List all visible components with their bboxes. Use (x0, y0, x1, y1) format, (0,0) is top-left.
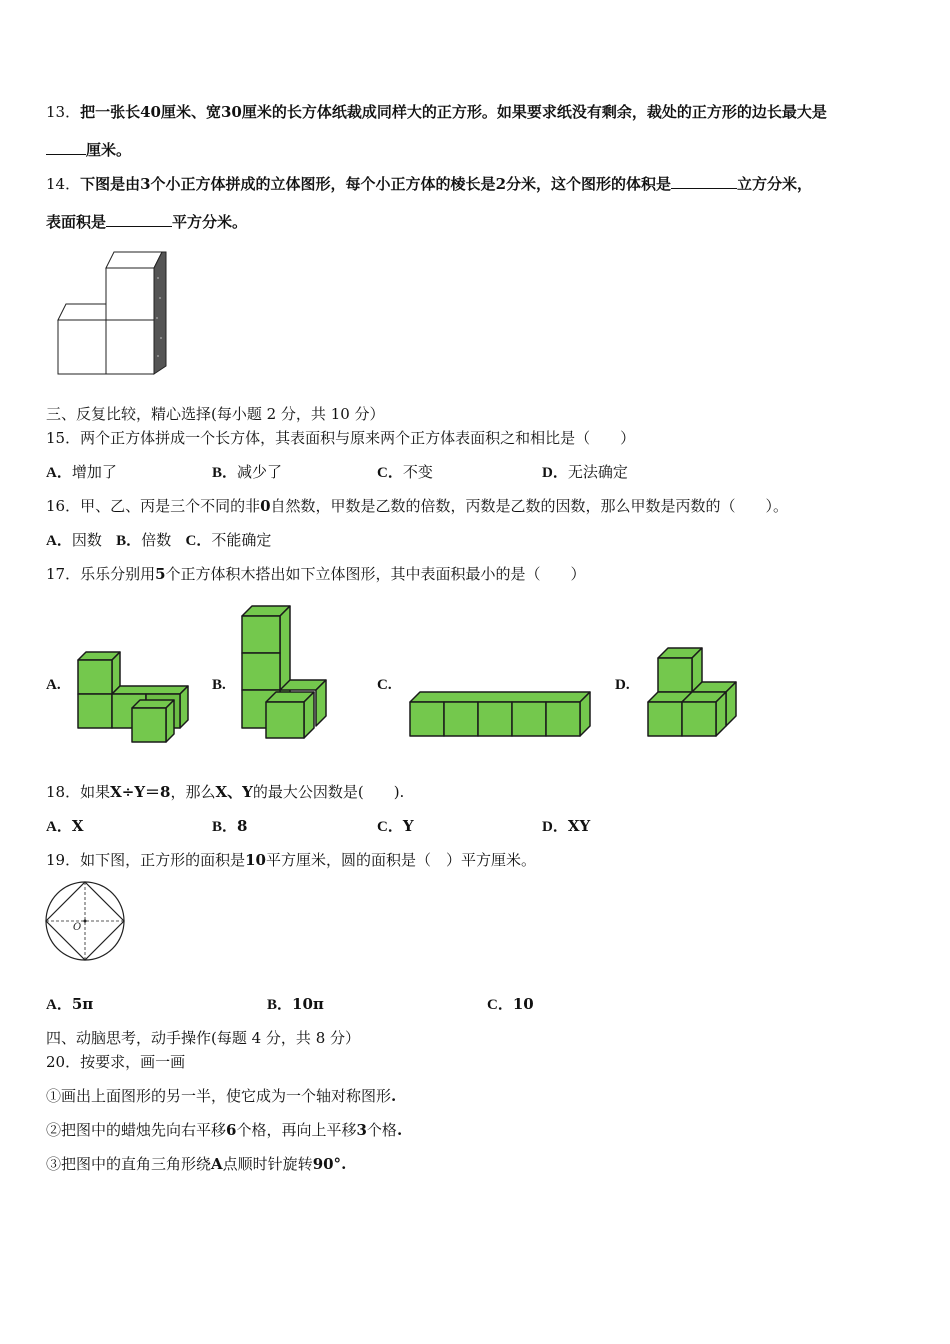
q15-option-a[interactable]: A．增加了 (46, 463, 117, 481)
q13-text-b: 厘米、宽 (160, 103, 221, 121)
q13-text-a: 把一张长 (80, 103, 141, 121)
q20-item-3: ③把图中的直角三角形绕A点顺时针旋转90°. (46, 1155, 347, 1173)
q13-line1 (46, 102, 827, 122)
q17-figure-c (406, 688, 594, 740)
q17-figure-a (74, 648, 192, 744)
q17-option-b[interactable]: B. (212, 677, 226, 693)
q19-stem: 19．如下图，正方形的面积是10平方厘米，圆的面积是（ ）平方厘米。 (46, 851, 536, 869)
q20-item-1: ①画出上面图形的另一半，使它成为一个轴对称图形. (46, 1087, 397, 1105)
q18-stem: 18．如果X÷Y＝8，那么X、Y的最大公因数是( ). (46, 783, 405, 801)
q13-text-c: 厘米的长方体纸裁成同样大的正方形。如果要求纸没有剩余，裁处的正方形的边长最大是 (241, 103, 827, 121)
q17-option-d[interactable]: D. (615, 677, 630, 693)
q19-circle-figure (42, 878, 128, 964)
q20-item-2: ②把图中的蜡烛先向右平移6个格，再向上平移3个格. (46, 1121, 403, 1139)
q17-option-c[interactable]: C. (377, 677, 392, 693)
q17-figure-a-svg (74, 648, 192, 744)
q13-n2: 30 (221, 103, 242, 121)
q14-text-a: 下图是由 (80, 175, 141, 193)
q13-n1: 40 (140, 103, 161, 121)
q15-text: 两个正方体拼成一个长方体，其表面积与原来两个正方体表面积之和相比是（ ） (80, 429, 636, 447)
q17-stem: 17．乐乐分别用5个正方体积木搭出如下立体图形，其中表面积最小的是（ ） (46, 565, 586, 583)
q14-text-b: 个小正方体拼成的立体图形，每个小正方体的棱长是 (150, 175, 496, 193)
q14-text-c: 分米，这个图形的体积是 (506, 175, 672, 193)
q13-text-d: 厘米。 (86, 141, 132, 159)
center-label: O (73, 922, 82, 933)
q18-option-b[interactable]: B．8 (212, 817, 248, 835)
q17-option-a[interactable]: A. (46, 677, 61, 693)
q14-line1 (46, 174, 812, 194)
q15-stem (46, 428, 635, 448)
q17-figure-c-svg (406, 688, 594, 740)
q19-option-b[interactable]: B．10π (267, 995, 324, 1013)
q17-figure-d (644, 644, 740, 740)
q17-number: 17． (46, 565, 81, 583)
q16-options (46, 530, 271, 551)
section3-title: 三、反复比较，精心选择(每小题 2 分，共 10 分） (46, 405, 385, 423)
q18-option-a[interactable]: A．X (46, 817, 84, 835)
q14-area-blank[interactable] (106, 212, 172, 227)
q20-stem: 20．按要求，画一画 (46, 1053, 186, 1071)
q14-line2 (46, 212, 247, 232)
q19-number: 19． (46, 851, 81, 869)
q14-cube-figure (54, 248, 174, 380)
q15-option-d[interactable]: D．无法确定 (542, 463, 628, 481)
q16-stem: 16．甲、乙、丙是三个不同的非0自然数，甲数是乙数的倍数，丙数是乙数的因数，那么甲数是丙数的（ ）。 (46, 497, 789, 515)
q14-text-d: 立方分米， (737, 175, 813, 193)
q14-number: 14． (46, 175, 81, 193)
q20-number: 20． (46, 1053, 81, 1071)
q18-number: 18． (46, 783, 81, 801)
q15-option-c[interactable]: C．不变 (377, 463, 433, 481)
q17-figure-b (238, 602, 334, 742)
q14-volume-blank[interactable] (671, 174, 737, 189)
q14-text-e: 表面积是 (46, 213, 107, 231)
q15-option-b[interactable]: B．减少了 (212, 463, 283, 481)
q14-n2: 2 (495, 175, 506, 193)
q14-text-f: 平方分米。 (172, 213, 248, 231)
q18-option-c[interactable]: C．Y (377, 817, 414, 835)
q13-line2 (46, 140, 131, 160)
q16-option-a[interactable]: A．因数 (46, 531, 102, 549)
q16-option-c[interactable]: C．不能确定 (185, 531, 272, 549)
q13-answer-blank[interactable] (46, 140, 86, 155)
q13-number: 13． (46, 103, 81, 121)
q17-figure-d-svg (644, 644, 740, 740)
q16-option-b[interactable]: B．倍数 (116, 531, 172, 549)
q17-figure-b-svg (238, 602, 334, 742)
q19-option-c[interactable]: C．10 (487, 995, 534, 1013)
q19-option-a[interactable]: A．5π (46, 995, 94, 1013)
q16-number: 16． (46, 497, 81, 515)
q15-number: 15． (46, 429, 81, 447)
section4-title: 四、动脑思考，动手操作(每题 4 分，共 8 分） (46, 1029, 361, 1047)
q14-n1: 3 (140, 175, 151, 193)
q18-option-d[interactable]: D．XY (542, 817, 591, 835)
